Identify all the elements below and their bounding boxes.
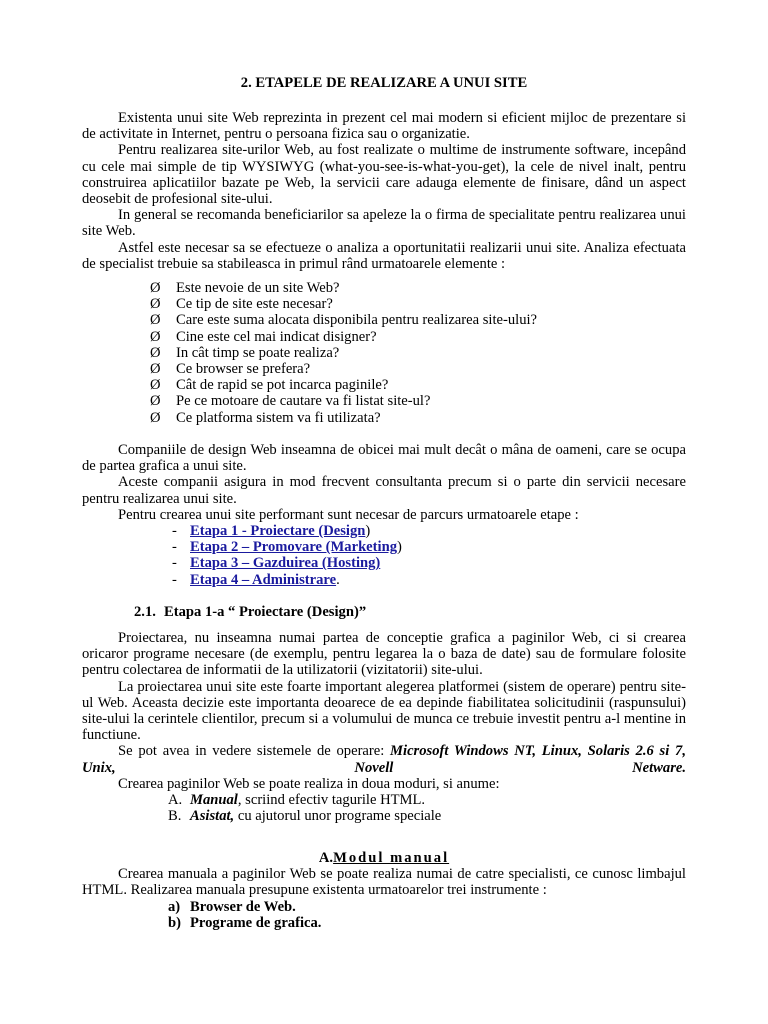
paragraph: Crearea paginilor Web se poate realiza in doua moduri, si anume: <box>118 775 500 792</box>
bullet-icon: Ø <box>150 393 161 410</box>
list-item: B. Asistat, cu ajutorul unor programe speciale <box>168 808 442 825</box>
subsection-heading: A.Modul manual <box>318 850 450 866</box>
paragraph: La proiectarea unui site este foarte important alegerea platformei (sistem de operare) pentru site-ul Web. Aceasta decizie este importanta deoarece de ea depinde fiabilitatea solicitudinii (raspunsului) site-ului la cerintele clientilor, precum si a volumului de munca ce trebuie investit pentru a-l mentine in functiune. <box>82 678 686 744</box>
paragraph: Proiectarea, nu inseamna numai partea de conceptie grafica a paginilor Web, ci si crearea oricaror programe necesare (de exemplu, pentru legarea la o baza de date) sau de formulare folosite pentru colectarea de informatii de la utilizatorii (vizitatorii) site-ului. <box>82 630 686 679</box>
list-item: Ø Ce tip de site este necesar? <box>150 296 333 313</box>
paragraph: Crearea manuala a paginilor Web se poate realiza numai de catre specialisti, ce cunosc limbajul HTML. Realizarea manuala presupune existenta urmatoarelor trei instrumente : <box>82 866 686 899</box>
list-item: Ø Ce platforma sistem va fi utilizata? <box>150 409 381 426</box>
paragraph: Pentru realizarea site-urilor Web, au fost realizate o multime de instrumente software, incepând cu cele mai simple de tip WYSIWYG (what-you-see-is-what-you-get), la cele de nivel inalt, pentru construirea aplicatiilor bazate pe Web, la servicii care adauga elemente de finisare, dând un aspect deosebit de profesional site-ului. <box>82 142 686 208</box>
tools-list <box>82 899 686 931</box>
paragraph: Companiile de design Web inseamna de obicei mai mult decât o mâna de oameni, care se ocupa de partea grafica a unui site. <box>82 442 686 475</box>
list-item: A. Manual, scriind efectiv tagurile HTML. <box>168 792 426 809</box>
list-item: - Etapa 2 – Promovare (Marketing) <box>172 539 402 556</box>
page-title: 2. ETAPELE DE REALIZARE A UNUI SITE <box>240 75 528 91</box>
bullet-icon: Ø <box>150 280 161 296</box>
questions-list <box>82 280 686 426</box>
stage-1-link[interactable]: Etapa 1 - Proiectare (Design <box>190 523 366 540</box>
paragraph: Astfel este necesar sa se efectueze o analiza a oportunitatii realizarii unui site. Analiza efectuata de specialist trebuie sa stabileasca in primul rând urmatoarele elemente : <box>82 239 686 272</box>
list-item: - Etapa 1 - Proiectare (Design) <box>172 523 371 540</box>
list-item: a) Browser de Web. <box>168 898 296 915</box>
section-heading: 2.1. Etapa 1-a “ Proiectare (Design)” <box>134 604 367 620</box>
design-body <box>82 630 686 824</box>
bullet-icon: Ø <box>150 296 161 313</box>
bullet-icon: Ø <box>150 360 161 377</box>
list-item: Ø Este nevoie de un site Web? <box>150 280 340 296</box>
bullet-icon: Ø <box>150 344 161 361</box>
paragraph: Aceste companii asigura in mod frecvent consultanta precum si o parte din servicii necesare pentru realizarea unui site. <box>82 474 686 507</box>
list-item: - Etapa 4 – Administrare. <box>172 571 340 588</box>
list-item: Ø Care este suma alocata disponibila pentru realizarea site-ului? <box>150 312 538 329</box>
bullet-icon: Ø <box>150 328 161 345</box>
list-item: Ø In cât timp se poate realiza? <box>150 344 340 361</box>
paragraph: Pentru crearea unui site performant sunt necesar de parcurs urmatoarele etape : <box>118 506 579 523</box>
modes-list <box>82 792 686 824</box>
stages-list <box>82 523 686 588</box>
stage-2-link[interactable]: Etapa 2 – Promovare (Marketing <box>190 539 397 556</box>
paragraph: In general se recomanda beneficiarilor sa apeleze la o firma de specialitate pentru realizarea unui site Web. <box>82 207 686 240</box>
design-section <box>82 604 686 620</box>
paragraph: Se pot avea in vedere sistemele de operare: Microsoft Windows NT, Linux, Solaris 2.6 si 7, Unix, Novell Netware. <box>82 743 686 776</box>
list-item: - Etapa 3 – Gazduirea (Hosting) <box>172 555 381 572</box>
bullet-icon: Ø <box>150 409 161 426</box>
intro-section <box>82 110 686 272</box>
bullet-icon: Ø <box>150 312 161 329</box>
questions-list-wrap <box>82 280 686 426</box>
list-item: Ø Cât de rapid se pot incarca paginile? <box>150 377 389 394</box>
list-item: Ø Ce browser se prefera? <box>150 360 311 377</box>
paragraph: Existenta unui site Web reprezinta in prezent cel mai modern si eficient mijloc de prezentare si de activitate in Internet, pentru o persoana fizica sau o organizatie. <box>82 110 686 143</box>
list-item: Ø Pe ce motoare de cautare va fi listat site-ul? <box>150 393 431 410</box>
stage-4-link[interactable]: Etapa 4 – Administrare <box>190 571 337 588</box>
stage-3-link[interactable]: Etapa 3 – Gazduirea (Hosting) <box>190 555 381 572</box>
list-item: b) Programe de grafica. <box>168 914 322 931</box>
list-item: Ø Cine este cel mai indicat disigner? <box>150 328 377 345</box>
manual-section <box>82 850 686 931</box>
companies-section <box>82 442 686 588</box>
bullet-icon: Ø <box>150 377 161 394</box>
